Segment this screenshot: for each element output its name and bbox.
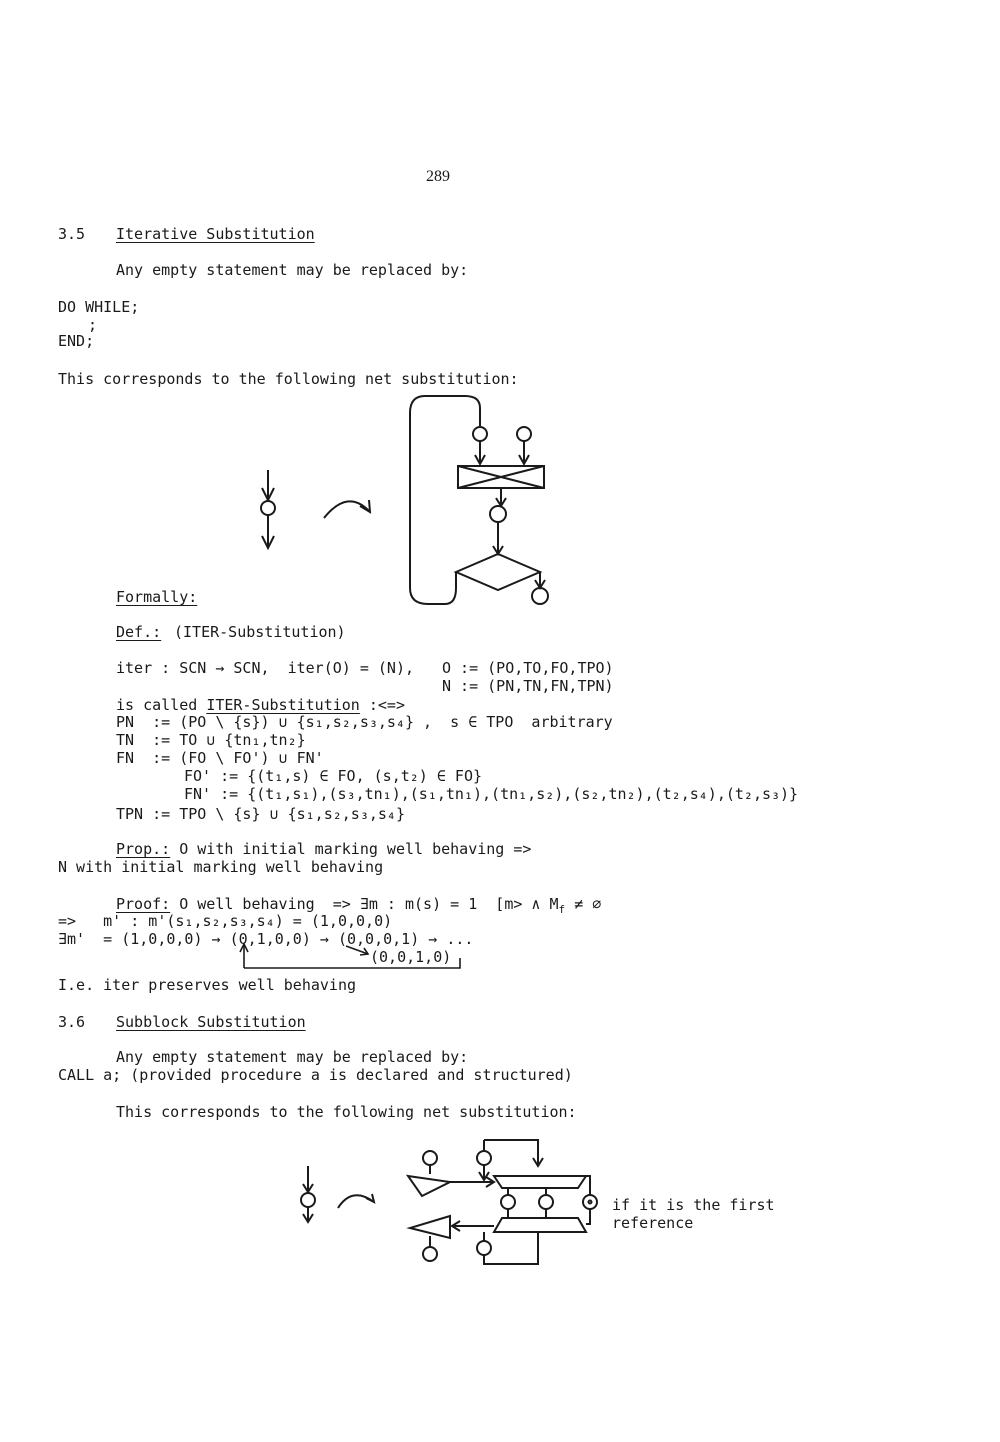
pn-definition: PN := (PO \ {s}) ∪ {s₁,s₂,s₃,s₄} , s ∈ TPO arbitrary [116, 713, 613, 731]
section-3-5-corresponds: This corresponds to the following net substitution: [58, 370, 519, 388]
is-called-line [116, 696, 405, 714]
fn-prime-definition: FN' := {(t₁,s₁),(s₃,tn₁),(s₁,tn₁),(tn₁,s₂),(s₂,tn₂),(t₂,s₄),(t₂,s₃)} [184, 785, 799, 803]
prop-line-1 [116, 840, 531, 858]
left-place-icon [261, 501, 275, 515]
page-number: 289 [426, 168, 450, 185]
iter-substitution-net-figure [240, 388, 570, 618]
section-3-5-title: Iterative Substitution [116, 225, 315, 243]
proof-line-2: => m' : m'(s₁,s₂,s₃,s₄) = (1,0,0,0) [58, 912, 393, 930]
fo-prime-definition: FO' := {(t₁,s) ∈ FO, (s,t₂) ∈ FO} [184, 767, 483, 785]
section-3-5-number: 3.5 [58, 225, 86, 243]
place-s2-icon [517, 427, 531, 441]
loop-arc [410, 396, 480, 604]
place-bottom-a-icon [423, 1247, 437, 1261]
place-s1-icon [473, 427, 487, 441]
first-reference-note-line-1: if it is the first [612, 1196, 775, 1214]
code-line-empty: ; [88, 316, 98, 334]
inner-place-2-icon [539, 1195, 553, 1209]
is-called-term: ITER-Substitution [206, 696, 360, 714]
section-3-6-number: 3.6 [58, 1013, 86, 1031]
substitution-arrow-icon [324, 501, 370, 518]
is-called-suffix: :<=> [359, 696, 405, 714]
place-top-b-icon [477, 1151, 491, 1165]
first-reference-place-icon [583, 1195, 597, 1209]
decision-transition-tn2 [456, 554, 540, 590]
o-definition: O := (PO,TO,FO,TPO) [442, 659, 614, 677]
proof-line-4: (0,0,1,0) [370, 948, 452, 966]
section-3-6-intro: Any empty statement may be replaced by: [116, 1048, 469, 1066]
proof-text-end: ≠ ∅ [565, 895, 602, 913]
return-transition-icon [410, 1216, 450, 1238]
formally-heading: Formally: [116, 588, 198, 606]
cycle-return-line [244, 958, 460, 968]
subblock-substitution-net-figure [290, 1136, 610, 1272]
prop-line-2: N with initial marking well behaving [58, 858, 384, 876]
fn-definition: FN := (FO \ FO') ∪ FN' [116, 749, 324, 767]
code-line-do-while: DO WHILE; [58, 298, 140, 316]
exit-transition [494, 1218, 586, 1232]
place-s4-icon [532, 588, 548, 604]
inner-place-1-icon [501, 1195, 515, 1209]
proof-conclusion: I.e. iter preserves well behaving [58, 976, 357, 994]
section-3-6-title: Subblock Substitution [116, 1013, 306, 1031]
proof-subscript: f [558, 903, 566, 916]
place-top-a-icon [423, 1151, 437, 1165]
section-3-6-corresponds: This corresponds to the following net substitution: [116, 1103, 577, 1121]
substitution-arrow-icon [338, 1195, 374, 1208]
def-name: (ITER-Substitution) [174, 623, 346, 641]
code-line-end: END; [58, 332, 95, 350]
section-3-6-call: CALL a; (provided procedure a is declared and structured) [58, 1066, 573, 1084]
iter-definition: iter : SCN → SCN, iter(O) = (N), [116, 659, 415, 677]
prop-text: O with initial marking well behaving => [170, 840, 532, 858]
def-label: Def.: [116, 623, 162, 641]
n-definition: N := (PN,TN,FN,TPN) [442, 677, 614, 695]
proof-text: O well behaving => ∃m : m(s) = 1 [m> ∧ M [170, 895, 559, 913]
proof-label: Proof: [116, 895, 171, 913]
place-s3-icon [490, 506, 506, 522]
proof-line-3: ∃m' = (1,0,0,0) → (0,1,0,0) → (0,0,0,1) → ... [58, 930, 474, 948]
is-called-prefix: is called [116, 696, 207, 714]
call-transition-icon [408, 1176, 450, 1196]
marking-cycle-arrow-figure [236, 940, 476, 972]
first-reference-note-line-2: reference [612, 1214, 694, 1232]
place-bottom-b-icon [477, 1241, 491, 1255]
entry-transition [494, 1176, 586, 1188]
tn-definition: TN := TO ∪ {tn₁,tn₂} [116, 731, 306, 749]
left-place-icon [301, 1193, 315, 1207]
section-3-5-intro: Any empty statement may be replaced by: [116, 261, 469, 279]
prop-label: Prop.: [116, 840, 171, 858]
tpn-definition: TPN := TPO \ {s} ∪ {s₁,s₂,s₃,s₄} [116, 805, 405, 823]
